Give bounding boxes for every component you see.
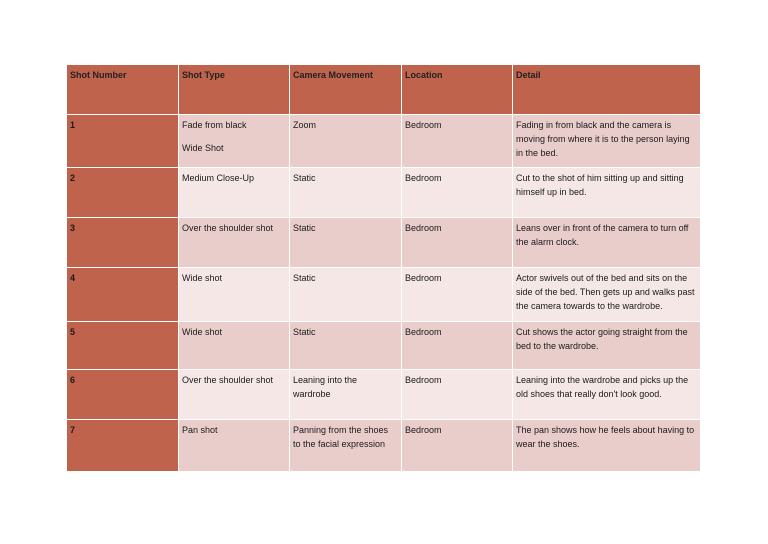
header-detail: Detail [513,65,701,115]
shot-number-cell: 5 [67,322,179,370]
shot-number-cell: 4 [67,268,179,322]
table-header-row [67,65,701,115]
camera-movement-cell: Leaning into the wardrobe [290,370,402,420]
detail-cell: Cut shows the actor going straight from the bed to the wardrobe. [513,322,701,370]
camera-movement-cell: Static [290,322,402,370]
table-row [67,420,701,472]
table-row [67,322,701,370]
camera-movement-cell: Static [290,268,402,322]
header-camera-movement: Camera Movement [290,65,402,115]
location-cell: Bedroom [402,370,513,420]
shot-number-cell: 6 [67,370,179,420]
detail-cell: Fading in from black and the camera is moving from where it is to the person laying in the bed. [513,115,701,168]
camera-movement-cell: Static [290,218,402,268]
header-shot-number: Shot Number [67,65,179,115]
shot-number-cell: 3 [67,218,179,268]
detail-cell: Actor swivels out of the bed and sits on the side of the bed. Then gets up and walks past the camera towards to the wardrobe. [513,268,701,322]
shot-type-cell: Wide shot [179,268,290,322]
camera-movement-cell: Zoom [290,115,402,168]
detail-cell: Cut to the shot of him sitting up and sitting himself up in bed. [513,168,701,218]
location-cell: Bedroom [402,218,513,268]
shot-type-cell: Medium Close-Up [179,168,290,218]
shot-number-cell: 7 [67,420,179,472]
camera-movement-cell: Static [290,168,402,218]
detail-cell: Leaning into the wardrobe and picks up the old shoes that really don't look good. [513,370,701,420]
location-cell: Bedroom [402,322,513,370]
shot-list-table [66,64,701,472]
location-cell: Bedroom [402,168,513,218]
location-cell: Bedroom [402,420,513,472]
table-row [67,115,701,168]
table-row [67,268,701,322]
location-cell: Bedroom [402,268,513,322]
table-row [67,218,701,268]
shot-type-text: Fade from black [182,120,247,130]
header-shot-type: Shot Type [179,65,290,115]
shot-number-cell: 2 [67,168,179,218]
detail-cell: The pan shows how he feels about having to wear the shoes. [513,420,701,472]
shot-type-cell: Wide shot [179,322,290,370]
header-location: Location [402,65,513,115]
detail-cell: Leans over in front of the camera to turn off the alarm clock. [513,218,701,268]
shot-number-cell: 1 [67,115,179,168]
shot-type-cell: Pan shot [179,420,290,472]
shot-type-cell: Over the shoulder shot [179,218,290,268]
table-row [67,370,701,420]
shot-type-cell [179,115,290,168]
location-cell: Bedroom [402,115,513,168]
camera-movement-cell: Panning from the shoes to the facial expression [290,420,402,472]
shot-type-cell: Over the shoulder shot [179,370,290,420]
table-row [67,168,701,218]
shot-type-text: Wide Shot [182,143,224,153]
